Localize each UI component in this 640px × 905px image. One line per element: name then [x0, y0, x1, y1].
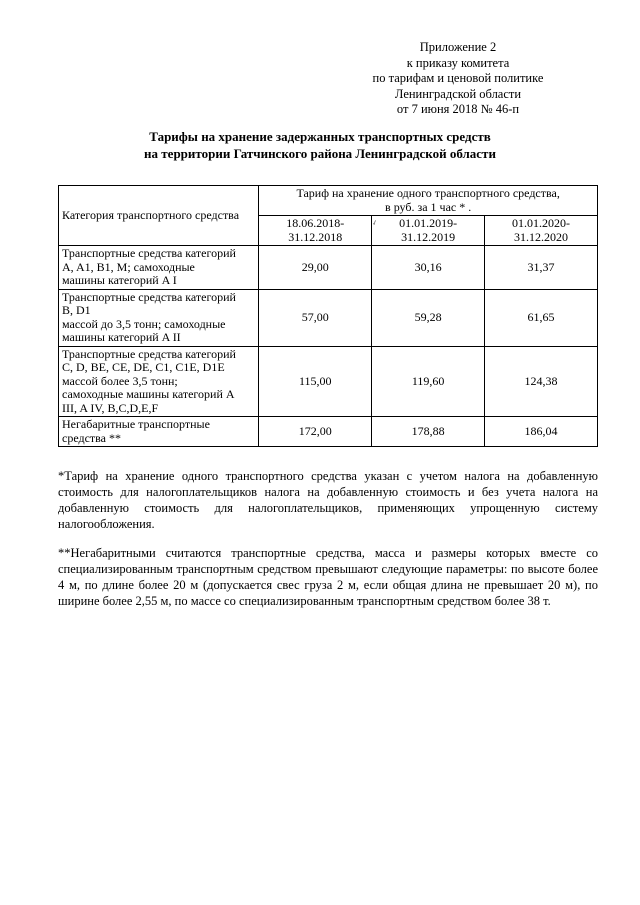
title-line: на территории Гатчинского района Ленинградской области	[144, 146, 496, 161]
category-line: массой более 3,5 тонн;	[62, 373, 178, 388]
tariff-value-cell: 59,28	[372, 289, 485, 346]
category-line: машины категорий A I	[62, 273, 177, 287]
category-line: Транспортные средства категорий	[62, 246, 236, 260]
tariff-value-cell: 172,00	[259, 417, 372, 447]
document-title	[0, 128, 640, 162]
tariff-table	[58, 185, 598, 447]
tariff-value-cell: 186,04	[485, 417, 598, 447]
footnote-oversized: **Негабаритными считаются транспортные средства, масса и размеры которых вместе со специализированным транспортным средством превышают следующие параметры: по высоте более 4 м, по длине более 20 м (допускается свес груза 2 м, если общая длина не превышает 20 м), по ширине более 2,55 м, по массе со специализированным транспортным средством более 38 т.	[58, 546, 598, 608]
tariff-value-cell: 30,16	[372, 246, 485, 290]
table-body	[59, 246, 598, 447]
tariff-value-cell: 124,38	[485, 346, 598, 417]
category-line: Негабаритные транспортные	[62, 417, 210, 431]
appendix-line: к приказу комитета	[406, 55, 510, 70]
period-start: 01.01.2020-	[512, 216, 571, 230]
footnote-vat: *Тариф на хранение одного транспортного средства указан с учетом налога на добавленную стоимость для налогоплательщиков налога на добавленную стоимость и без учета налога на добавленную стоимость для налогоплательщиков, применяющих упрощенную систему налогообложения.	[58, 469, 598, 531]
tariff-column-header	[259, 186, 598, 216]
period-start: 18.06.2018-	[286, 216, 345, 230]
category-cell	[59, 289, 259, 346]
tariff-value-cell: 178,88	[372, 417, 485, 447]
period-end: 31.12.2019	[401, 229, 456, 244]
tariff-header-line: в руб. за 1 час * .	[385, 199, 472, 214]
appendix-header	[328, 40, 588, 118]
tariff-value-cell: 119,60	[372, 346, 485, 417]
period-header	[259, 216, 372, 246]
period-header	[372, 216, 485, 246]
category-line: самоходные машины категорий A	[62, 387, 235, 401]
period-start: 01.01.2019-	[399, 216, 458, 230]
period-end: 31.12.2018	[288, 229, 343, 244]
category-line: A, A1, B1, M; самоходные	[62, 259, 195, 274]
appendix-line: по тарифам и ценовой политике	[372, 71, 544, 85]
category-cell	[59, 346, 259, 417]
handwritten-mark: ✓	[370, 218, 380, 228]
table-row	[59, 417, 598, 447]
period-end: 31.12.2020	[514, 229, 569, 244]
category-cell	[59, 246, 259, 290]
category-line: массой до 3,5 тонн; самоходные	[62, 316, 226, 331]
tariff-value-cell: 57,00	[259, 289, 372, 346]
period-header	[485, 216, 598, 246]
category-line: C, D, BE, CE, DE, C1, C1E, D1E	[62, 360, 225, 374]
tariff-value-cell: 29,00	[259, 246, 372, 290]
table-row	[59, 346, 598, 417]
category-line: III, A IV, B,C,D,E,F	[62, 400, 159, 415]
category-line: машины категорий A II	[62, 330, 181, 344]
tariff-value-cell: 61,65	[485, 289, 598, 346]
appendix-line: Приложение 2	[419, 40, 497, 54]
tariff-header-line: Тариф на хранение одного транспортного средства,	[296, 186, 560, 200]
category-line: средства **	[62, 430, 122, 445]
tariff-value-cell: 115,00	[259, 346, 372, 417]
category-cell	[59, 417, 259, 447]
category-line: Транспортные средства категорий	[62, 289, 236, 304]
appendix-line: Ленинградской области	[394, 86, 522, 101]
table-row	[59, 246, 598, 290]
tariff-value-cell: 31,37	[485, 246, 598, 290]
category-column-header: Категория транспортного средства	[59, 186, 259, 246]
category-line: B, D1	[62, 303, 91, 317]
category-line: Транспортные средства категорий	[62, 346, 236, 361]
table-row	[59, 289, 598, 346]
table-header-row	[59, 186, 598, 216]
title-line: Тарифы на хранение задержанных транспортных средств	[149, 129, 491, 144]
appendix-line: от 7 июня 2018 № 46-п	[396, 102, 520, 116]
